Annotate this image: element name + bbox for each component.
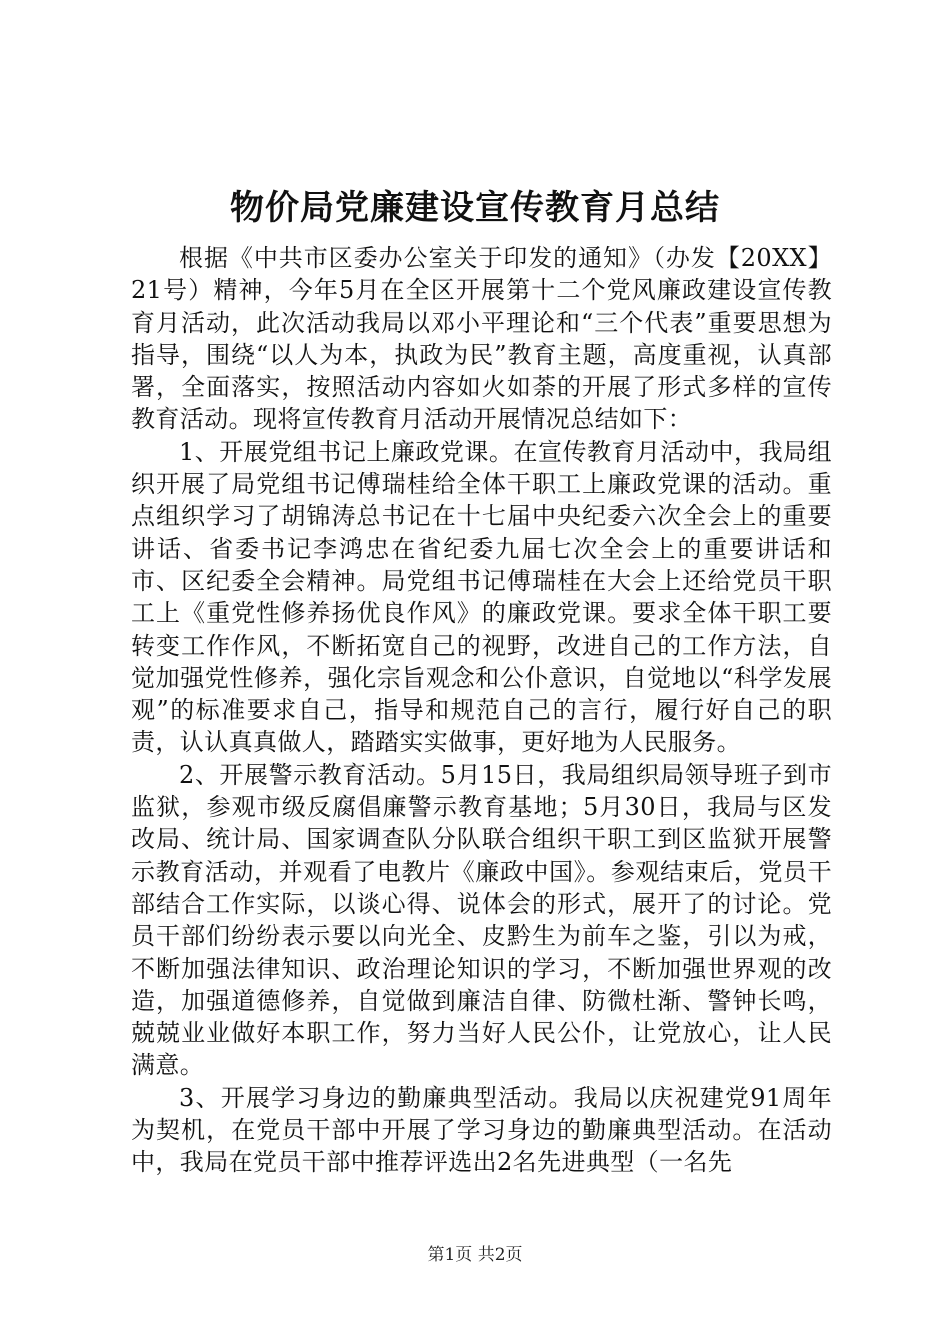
paragraph-section-2: 2、开展警示教育活动。5月15日，我局组织局领导班子到市监狱，参观市级反腐倡廉警示教育基地；5月30日，我局与区发改局、统计局、国家调查队分队联合组织干职工到区监狱开展警示教育活动，并观看了电教片《廉政中国》。参观结束后，党员干部结合工作实际，以谈心得、说体会的形式，展开了的讨论。党员干部们纷纷表示要以向光全、皮黔生为前车之鉴，引以为戒，不断加强法律知识、政治理论知识的学习，不断加强世界观的改造，加强道德修养，自觉做到廉洁自律、防微杜渐、警钟长鸣，兢兢业业做好本职工作，努力当好人民公仆，让党放心，让人民满意。 [131,760,832,1080]
paragraph-section-1: 1、开展党组书记上廉政党课。在宣传教育月活动中，我局组织开展了局党组书记傅瑞桂给全体干职工上廉政党课的活动。重点组织学习了胡锦涛总书记在十七届中央纪委六次全会上的重要讲话、省委书记李鸿忠在省纪委九届七次全会上的重要讲话和市、区纪委全会精神。局党组书记傅瑞桂在大会上还给党员干职工上《重党性修养扬优良作风》的廉政党课。要求全体干职工要转变工作作风，不断拓宽自己的视野，改进自己的工作方法，自觉加强党性修养，强化宗旨观念和公仆意识，自觉地以“科学发展观”的标准要求自己，指导和规范自己的言行，履行好自己的职责，认认真真做人，踏踏实实做事，更好地为人民服务。 [131,437,832,757]
document-title: 物价局党廉建设宣传教育月总结 [230,188,720,228]
paragraph-section-3: 3、开展学习身边的勤廉典型活动。我局以庆祝建党91周年为契机，在党员干部中开展了学习身边的勤廉典型活动。在活动中，我局在党员干部中推荐评选出2名先进典型（一名先 [131,1083,832,1177]
page-footer: 第1页 共2页 [427,1245,523,1265]
document-body [131,242,832,1179]
paragraph-intro: 根据《中共市区委办公室关于印发的通知》（办发【20XX】21号）精神，今年5月在全区开展第十二个党风廉政建设宣传教育月活动，此次活动我局以邓小平理论和“三个代表”重要思想为指导，围绕“以人为本，执政为民”教育主题，高度重视，认真部署，全面落实，按照活动内容如火如荼的开展了形式多样的宣传教育活动。现将宣传教育月活动开展情况总结如下： [131,244,832,434]
